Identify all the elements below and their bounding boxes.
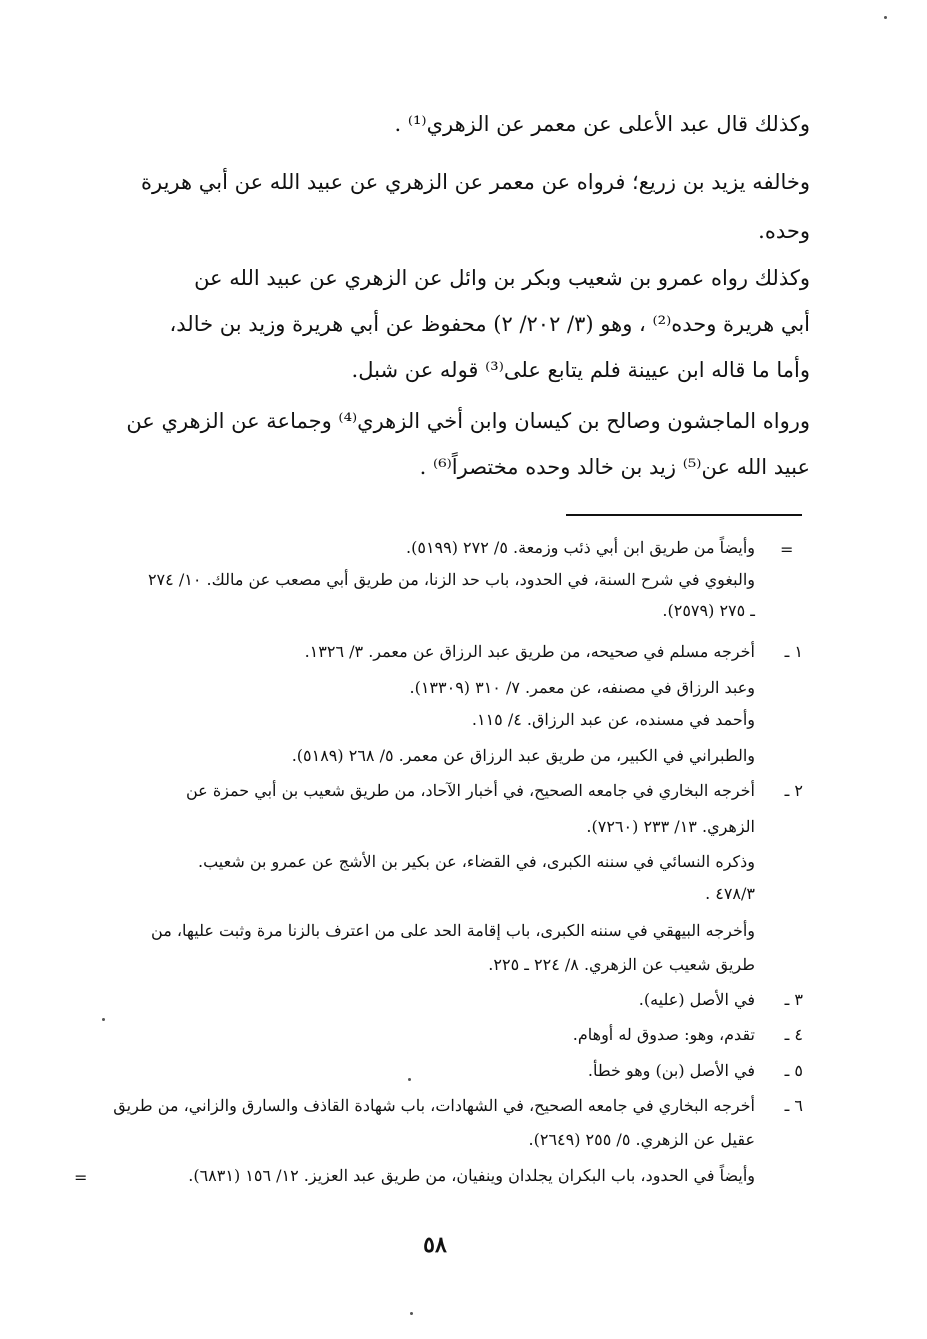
footnote-line: ـ ٢٧٥ (٢٥٧٩). bbox=[662, 601, 755, 620]
footnote-number: ٢ ـ bbox=[784, 781, 803, 800]
footnote-number: ٥ ـ bbox=[784, 1061, 803, 1080]
main-text-line: وكذلك رواه عمرو بن شعيب وبكر بن وائل عن الزهري عن عبيد الله عن bbox=[194, 266, 810, 290]
footnote-line: أخرجه البخاري في جامعه الصحيح، في الشهادات، باب شهادة القاذف والسارق والزاني، من طريق bbox=[113, 1096, 755, 1115]
footnote-line: في الأصل (عليه). bbox=[638, 990, 755, 1009]
scan-speck bbox=[884, 16, 887, 19]
footnote-number: ٦ ـ bbox=[784, 1096, 803, 1115]
main-text-line: أبي هريرة وحده⁽²⁾ ، وهو (٣/ ٢٠٢/ ٢) محفوظ عن أبي هريرة وزيد بن خالد، bbox=[169, 312, 810, 336]
main-text-line: وحده. bbox=[758, 219, 810, 243]
main-text-line: وخالفه يزيد بن زريع؛ فرواه عن معمر عن الزهري عن عبيد الله عن أبي هريرة bbox=[140, 170, 810, 194]
footnote-line: طريق شعيب عن الزهري. ٨/ ٢٢٤ ـ ٢٢٥. bbox=[488, 955, 755, 974]
footnote-line: وذكره النسائي في سننه الكبرى، في القضاء، عن بكير بن الأشج عن عمرو بن شعيب. bbox=[198, 852, 755, 871]
main-text-line: عبيد الله عن⁽⁵⁾ زيد بن خالد وحده مختصراً⁽⁶⁾ . bbox=[419, 455, 810, 479]
footnote-line: وأيضاً في الحدود، باب البكران يجلدان وينفيان، من طريق عبد العزيز. ١٢/ ١٥٦ (٦٨٣١). bbox=[188, 1166, 755, 1185]
main-text-line: وكذلك قال عبد الأعلى عن معمر عن الزهري⁽¹⁾ . bbox=[394, 112, 810, 136]
scan-speck bbox=[410, 1312, 413, 1315]
footnote-line: عقيل عن الزهري. ٥/ ٢٥٥ (٢٦٤٩). bbox=[528, 1130, 755, 1149]
footnote-line: وأحمد في مسنده، عن عبد الرزاق. ٤/ ١١٥. bbox=[471, 710, 755, 729]
footnote-line: الزهري. ١٣/ ٢٣٣ (٧٢٦٠). bbox=[586, 817, 755, 836]
continuation-marker: = bbox=[780, 540, 794, 559]
footnote-line: أخرجه البخاري في جامعه الصحيح، في أخبار الآحاد، من طريق شعيب بن أبي حمزة عن bbox=[186, 781, 755, 800]
footnote-number: ١ ـ bbox=[784, 642, 803, 661]
footnote-line: تقدم، وهو: صدوق له أوهام. bbox=[572, 1025, 755, 1044]
footnote-line: والبغوي في شرح السنة، في الحدود، باب حد الزنا، من طريق أبي مصعب عن مالك. ١٠/ ٢٧٤ bbox=[147, 570, 755, 589]
page-number: ٥٨ bbox=[423, 1232, 447, 1258]
footnote-number: ٣ ـ bbox=[784, 990, 803, 1009]
scan-speck bbox=[408, 1078, 411, 1081]
footnote-line: والطبراني في الكبير، من طريق عبد الرزاق عن معمر. ٥/ ٢٦٨ (٥١٨٩). bbox=[291, 746, 755, 765]
continuation-marker: = bbox=[74, 1168, 88, 1187]
footnote-line: وأخرجه البيهقي في سننه الكبرى، باب إقامة الحد على من اعترف بالزنا مرة وثبت عليها، من bbox=[151, 921, 755, 940]
main-text-line: ورواه الماجشون وصالح بن كيسان وابن أخي الزهري⁽⁴⁾ وجماعة عن الزهري عن bbox=[126, 409, 810, 433]
footnote-line: في الأصل (بن) وهو خطأ. bbox=[587, 1061, 755, 1080]
footnote-separator bbox=[566, 514, 802, 516]
footnote-line: وأيضاً من طريق ابن أبي ذئب وزمعة. ٥/ ٢٧٢ (٥١٩٩). bbox=[406, 538, 755, 557]
footnote-line: وعبد الرزاق في مصنفه، عن معمر. ٧/ ٣١٠ (١٣٣٠٩). bbox=[409, 678, 755, 697]
footnote-line: أخرجه مسلم في صحيحه، من طريق عبد الرزاق عن معمر. ٣/ ١٣٢٦. bbox=[304, 642, 755, 661]
main-text-line: وأما ما قاله ابن عيينة فلم يتابع على⁽³⁾ قوله عن شبل. bbox=[351, 358, 810, 382]
footnote-number: ٤ ـ bbox=[784, 1025, 803, 1044]
scan-speck bbox=[102, 1018, 105, 1021]
footnote-line: ٤٧٨/٣ . bbox=[705, 884, 755, 903]
